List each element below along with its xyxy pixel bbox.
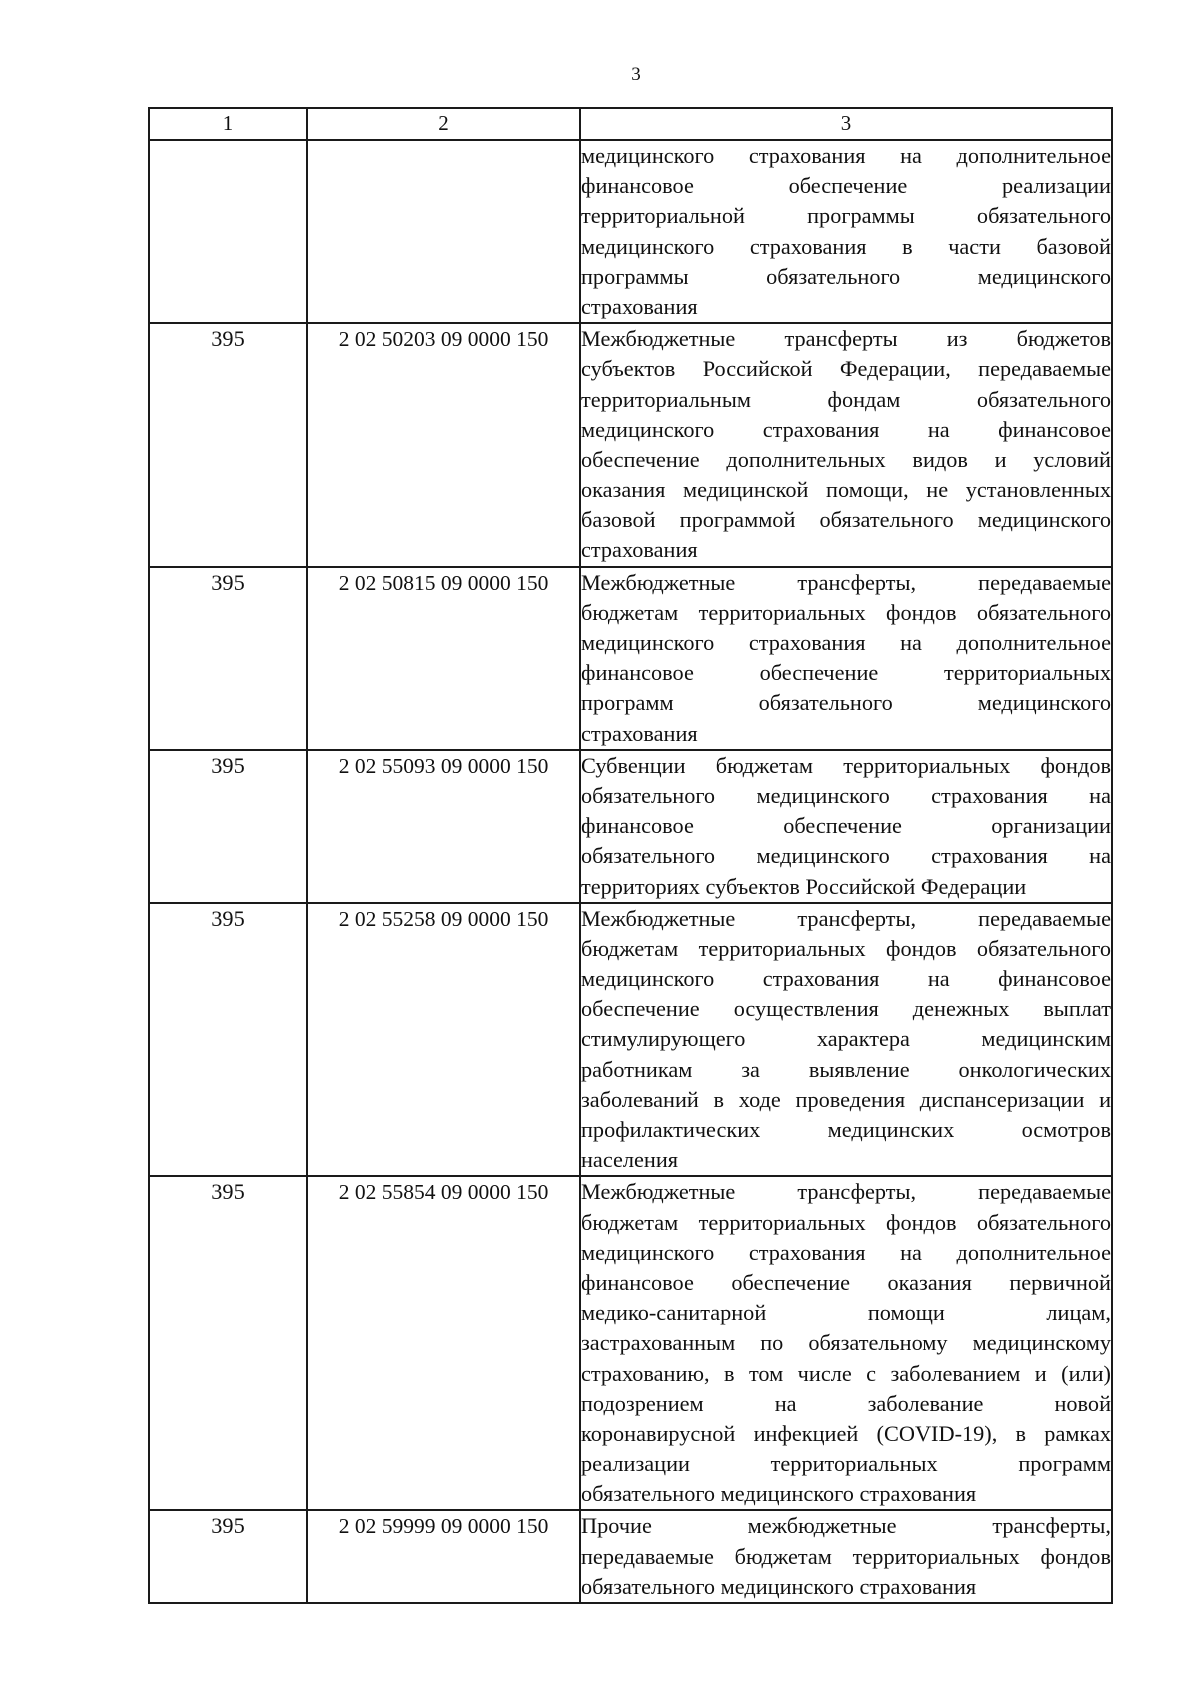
description-line: медико-санитарной помощи лицам, <box>581 1300 1111 1326</box>
description-line: бюджетам территориальных фондов обязательного <box>581 1209 1111 1235</box>
admin-code-cell: 395 <box>149 903 307 1177</box>
table-row <box>149 750 1112 903</box>
description-cell <box>580 903 1112 1177</box>
description-cell <box>580 140 1112 323</box>
column-header-3: 3 <box>580 108 1112 140</box>
table-body <box>149 140 1112 1603</box>
description-cell <box>580 1510 1112 1603</box>
description-line: медицинского страхования на дополнительное <box>581 143 1111 168</box>
description-line: бюджетам территориальных фондов обязательного <box>581 935 1111 961</box>
budget-code-cell: 2 02 59999 09 0000 150 <box>307 1510 580 1603</box>
budget-code-cell <box>307 140 580 323</box>
table-row <box>149 1176 1112 1510</box>
description-line: работникам за выявление онкологических <box>581 1056 1111 1082</box>
description-line: передаваемые бюджетам территориальных фондов <box>581 1543 1111 1569</box>
description-line: страхования <box>581 293 698 319</box>
admin-code-cell: 395 <box>149 1176 307 1510</box>
description-line: страхованию, в том числе с заболеванием и (или) <box>581 1360 1111 1386</box>
description-line: медицинского страхования в части базовой <box>581 233 1111 259</box>
budget-code-cell: 2 02 55854 09 0000 150 <box>307 1176 580 1510</box>
budget-code-cell: 2 02 55258 09 0000 150 <box>307 903 580 1177</box>
description-line: финансовое обеспечение реализации <box>581 173 1111 199</box>
admin-code-cell <box>149 140 307 323</box>
description-cell <box>580 323 1112 567</box>
table-header-row <box>149 108 1112 140</box>
page-number: 3 <box>631 64 641 85</box>
column-header-2: 2 <box>307 108 580 140</box>
column-header-1: 1 <box>149 108 307 140</box>
description-line: Прочие межбюджетные трансферты, <box>581 1513 1111 1539</box>
description-cell <box>580 1176 1112 1510</box>
description-line: коронавирусной инфекцией (COVID-19), в рамках <box>581 1420 1111 1446</box>
table-row <box>149 1510 1112 1603</box>
table-row <box>149 903 1112 1177</box>
description-line: обеспечение дополнительных видов и условий <box>581 446 1111 472</box>
description-line: бюджетам территориальных фондов обязательного <box>581 599 1111 625</box>
description-line: программы обязательного медицинского <box>581 263 1111 289</box>
description-line: Межбюджетные трансферты, передаваемые <box>581 905 1111 931</box>
budget-codes-table <box>148 107 1113 1604</box>
description-line: страхования <box>581 720 698 746</box>
budget-code-cell: 2 02 55093 09 0000 150 <box>307 750 580 903</box>
table-row <box>149 567 1112 750</box>
description-line: Субвенции бюджетам территориальных фондов <box>581 752 1111 778</box>
description-line: медицинского страхования на дополнительное <box>581 1239 1111 1265</box>
description-line: территориальной программы обязательного <box>581 203 1111 229</box>
description-line: застрахованным по обязательному медицинскому <box>581 1330 1111 1356</box>
description-line: Межбюджетные трансферты, передаваемые <box>581 1179 1111 1205</box>
description-line: стимулирующего характера медицинским <box>581 1026 1111 1052</box>
table-row <box>149 323 1112 567</box>
description-line: территориальным фондам обязательного <box>581 386 1111 412</box>
description-cell <box>580 750 1112 903</box>
description-line: медицинского страхования на финансовое <box>581 966 1111 992</box>
description-line: заболеваний в ходе проведения диспансеризации и <box>581 1086 1111 1112</box>
description-cell <box>580 567 1112 750</box>
description-line: Межбюджетные трансферты из бюджетов <box>581 326 1111 352</box>
description-line: программ обязательного медицинского <box>581 690 1111 716</box>
description-line: Межбюджетные трансферты, передаваемые <box>581 569 1111 595</box>
admin-code-cell: 395 <box>149 323 307 567</box>
description-line: субъектов Российской Федерации, передаваемые <box>581 356 1111 382</box>
admin-code-cell: 395 <box>149 1510 307 1603</box>
description-line: оказания медицинской помощи, не установленных <box>581 477 1111 503</box>
budget-code-cell: 2 02 50203 09 0000 150 <box>307 323 580 567</box>
description-line: территориях субъектов Российской Федерации <box>581 873 1027 899</box>
description-line: обеспечение осуществления денежных выплат <box>581 996 1111 1022</box>
description-line: медицинского страхования на финансовое <box>581 416 1111 442</box>
budget-code-cell: 2 02 50815 09 0000 150 <box>307 567 580 750</box>
admin-code-cell: 395 <box>149 750 307 903</box>
description-line: подозрением на заболевание новой <box>581 1390 1111 1416</box>
description-line: обязательного медицинского страхования <box>581 1573 977 1599</box>
description-line: медицинского страхования на дополнительное <box>581 630 1111 655</box>
description-line: базовой программой обязательного медицинского <box>581 507 1111 533</box>
description-line: обязательного медицинского страхования на <box>581 843 1111 869</box>
description-line: страхования <box>581 537 698 563</box>
description-line: обязательного медицинского страхования на <box>581 782 1111 808</box>
table-row <box>149 140 1112 323</box>
description-line: обязательного медицинского страхования <box>581 1481 977 1507</box>
description-line: финансовое обеспечение оказания первичной <box>581 1269 1111 1295</box>
description-line: населения <box>581 1147 679 1173</box>
description-line: профилактических медицинских осмотров <box>581 1117 1111 1142</box>
description-line: финансовое обеспечение территориальных <box>581 660 1111 686</box>
admin-code-cell: 395 <box>149 567 307 750</box>
description-line: реализации территориальных программ <box>581 1451 1111 1477</box>
description-line: финансовое обеспечение организации <box>581 813 1111 839</box>
